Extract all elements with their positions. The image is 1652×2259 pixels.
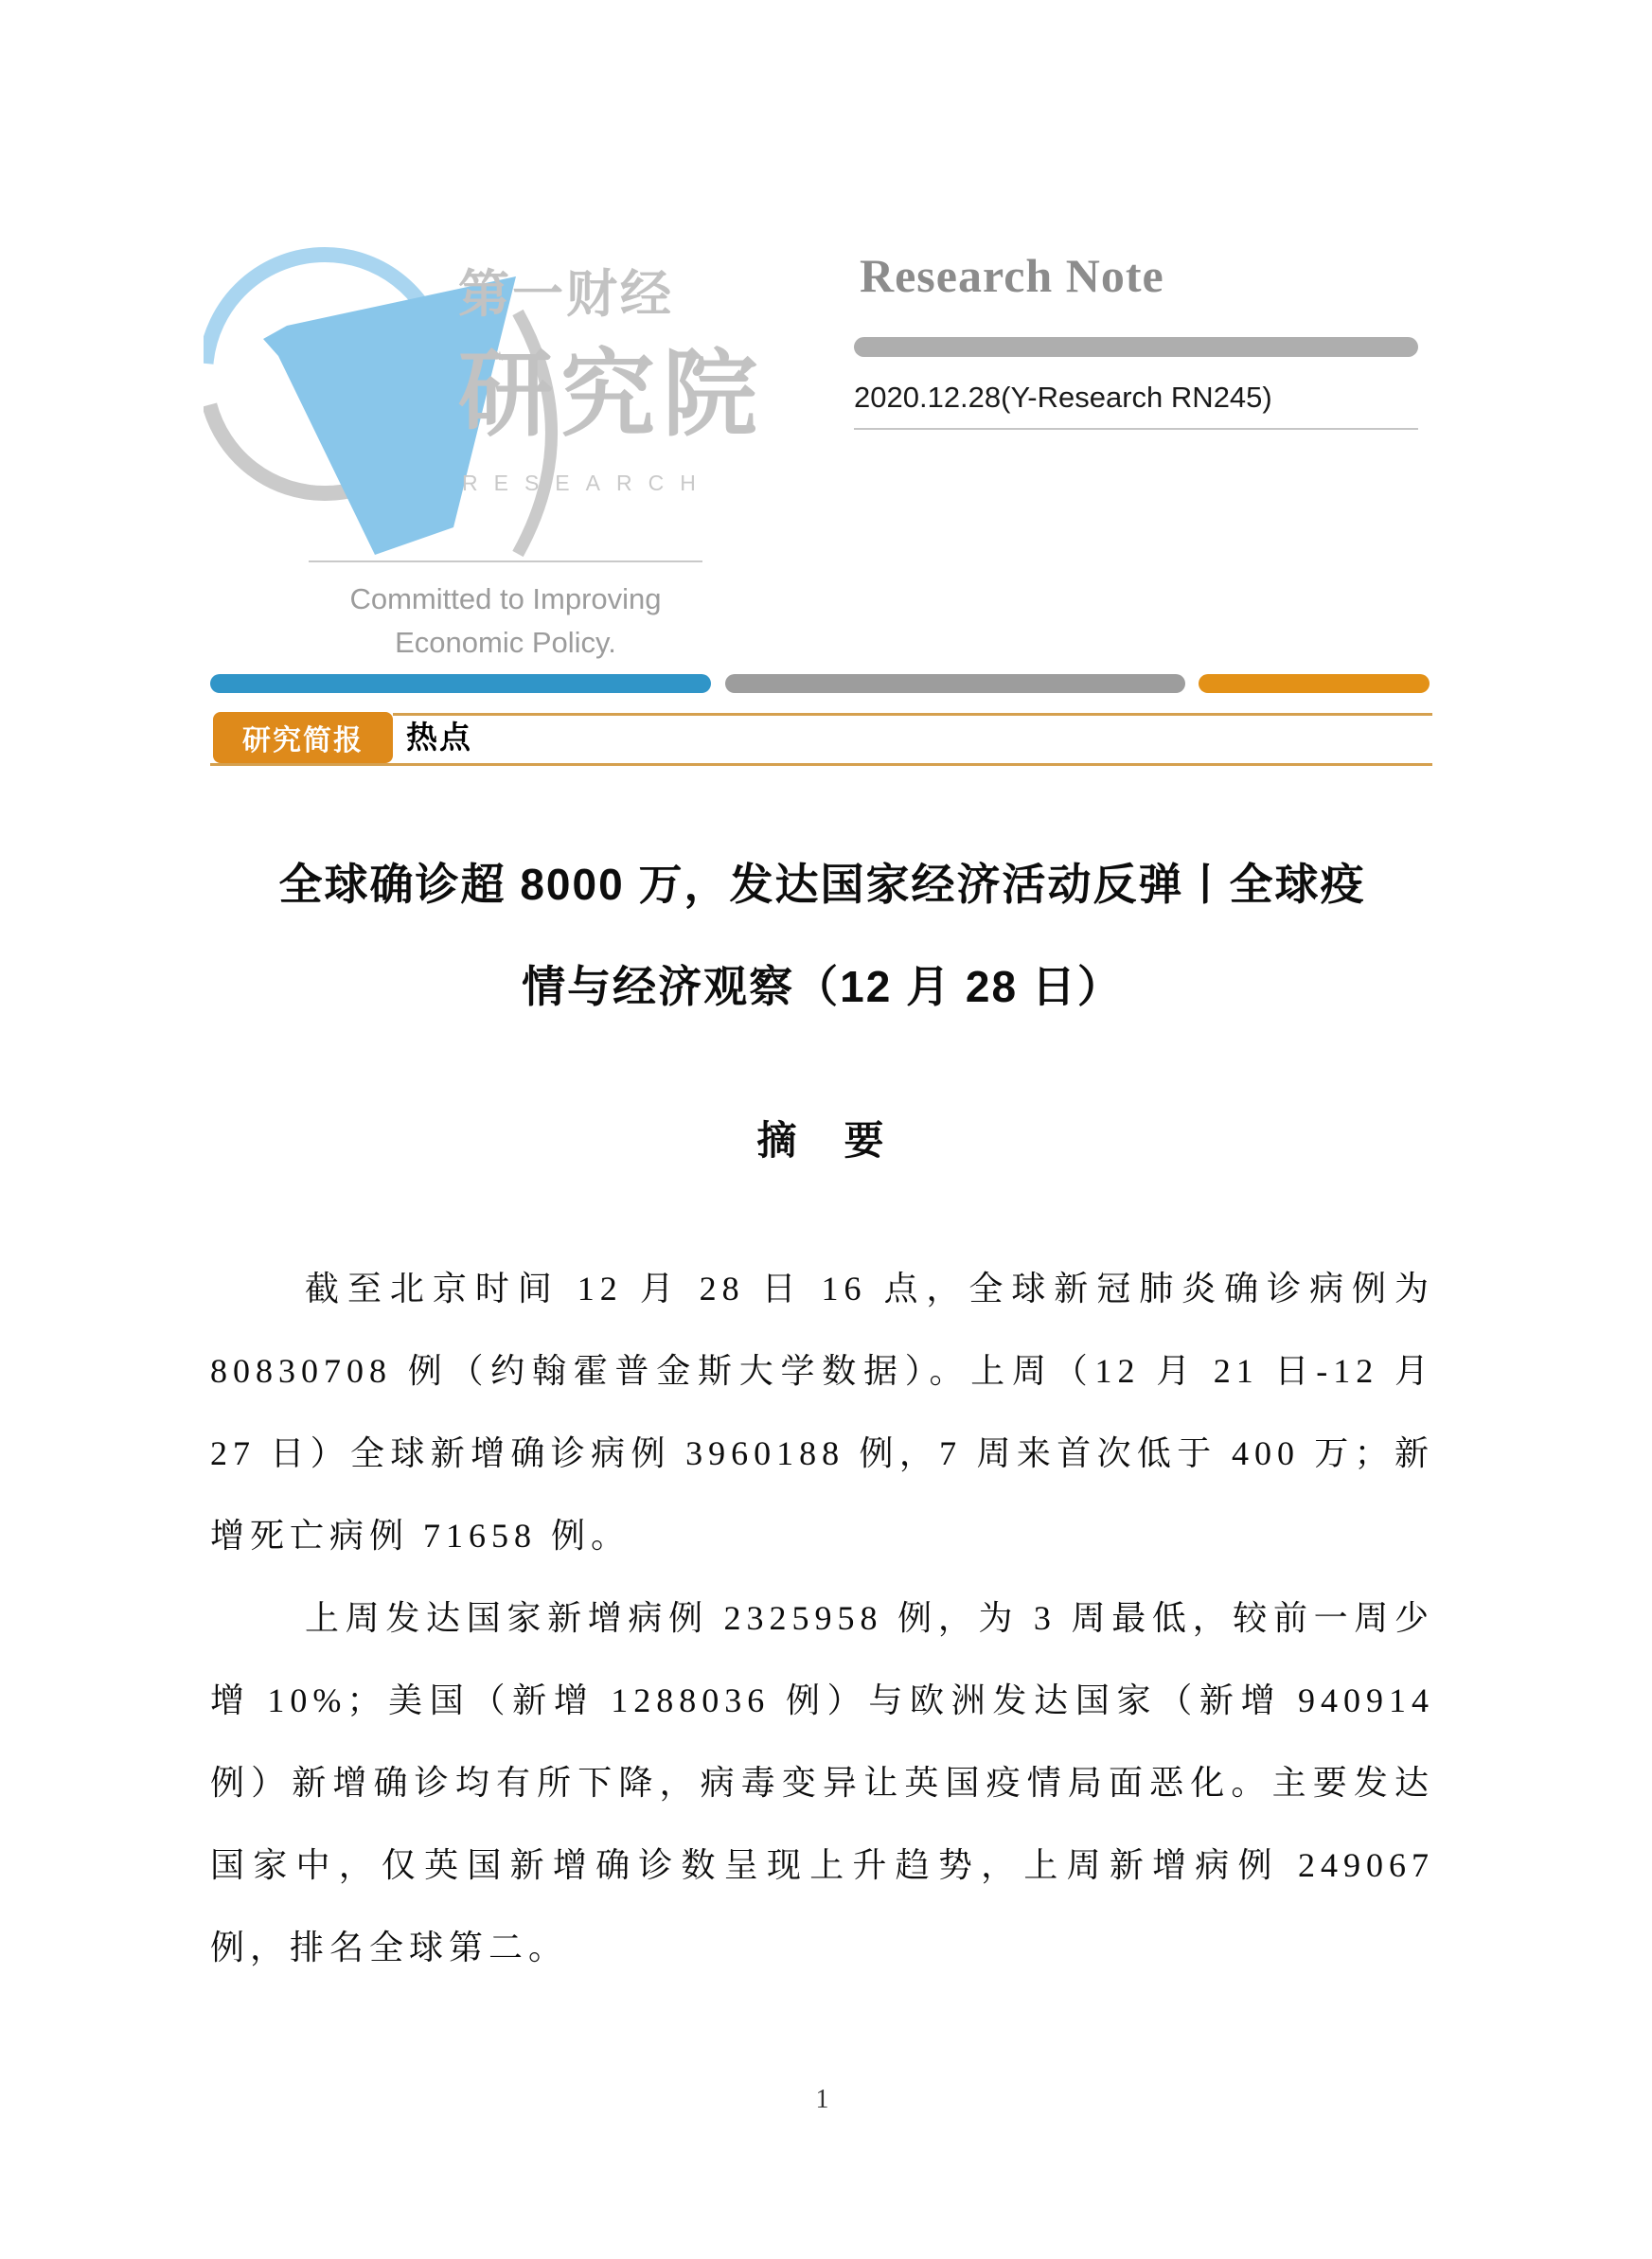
logo-brand-cn-top: 第一财经 [458,266,674,323]
topic-label: 热点 [406,720,472,755]
header-rule-line [854,428,1418,430]
tab-research-brief [213,712,393,763]
abstract-heading: 摘 要 [756,1118,888,1163]
category-bar [210,712,1434,763]
body-paragraph-2: 上周发达国家新增病例 2325958 例，为 3 周最低，较前一周少增 10%；美国（新增 1288036 例）与欧洲发达国家（新增 940914 例）新增确诊均有所下降，病毒变异让英国疫情局面恶化。主要发达国家中，仅英国新增确诊数呈现上升趋势，上周新增病例 249067 例，排名全球第二。 [210,1599,1434,1966]
divider-bar-gray [725,674,1185,693]
category-top-line [393,713,1432,716]
page-number: 1 [815,2085,829,2114]
logo-tagline [273,578,738,665]
report-series-title: Research Note [860,249,1164,302]
tab-research-brief-label: 研究简报 [242,725,364,756]
logo-tagline-line1: Committed to Improving [349,582,662,615]
logo-divider-line [309,560,702,562]
report-issue-line: 2020.12.28(Y-Research RN245) [854,381,1272,414]
article-title-line1: 全球确诊超 8000 万，发达国家经济活动反弹丨全球疫 [278,860,1366,909]
header-gray-bar [854,337,1418,357]
category-bottom-line [210,763,1432,766]
logo-tagline-line2: Economic Policy. [395,626,616,659]
article-title [210,833,1434,1038]
divider-bar-orange [1199,674,1430,693]
logo-brand-en: RESEARCH [462,471,712,495]
body-paragraph-1: 截至北京时间 12 月 28 日 16 点，全球新冠肺炎确诊病例为 80830708 例（约翰霍普金斯大学数据）。上周（12 月 21 日-12 月 27 日）全球新增确诊病例 3960188 例，7 周来首次低于 400 万；新增死亡病例 71658 例。 [210,1270,1434,1555]
article-title-line2: 情与经济观察（12 月 28 日） [522,962,1123,1011]
logo-brand-cn-main: 研究院 [458,342,765,448]
article-body [210,1248,1434,1989]
divider-bar-blue [210,674,711,693]
